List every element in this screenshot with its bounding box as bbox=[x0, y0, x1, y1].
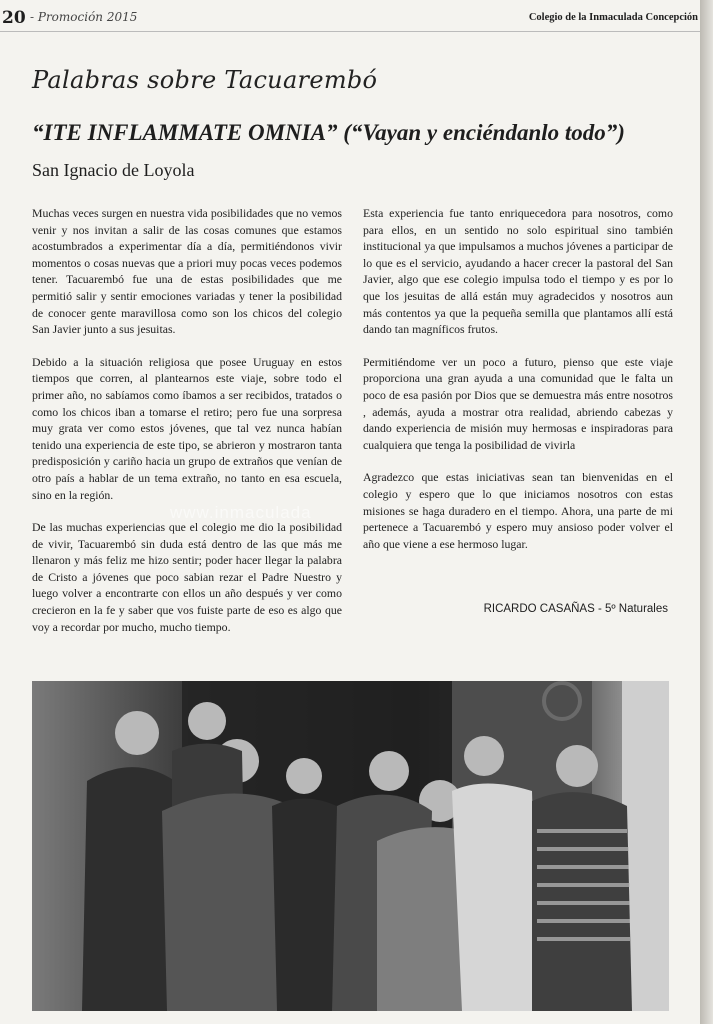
article-headline: “ITE INFLAMMATE OMNIA” (“Vayan y enciéndanlo todo”) bbox=[32, 120, 625, 145]
paragraph: Muchas veces surgen en nuestra vida posibilidades que no vemos venir y nos invitan a salir de las cosas comunes que estamos acostumbrados a experimentar día a día, permitiéndonos vivir momentos o cosas nuevas que a priori muy pocas veces podemos tener. Tacuarembó fue una de estas posibilidades que me permitió salir y sentir emociones variadas y tener la posibilidad de conocer gente maravillosa como son los chicos del colegio San Javier junto a sus jesuitas. bbox=[32, 206, 342, 337]
paragraph: Permitiéndome ver un poco a futuro, pienso que este viaje proporciona una gran ayuda a una comunidad que le falta un poco de esa pasión por Dios que se demuestra más entre nosotros , además, ayuda a mostrar otra realidad, abriendo cabezas y dando experiencia de misión muy hermosas e inspiradoras para cualquiera que tenga la posibilidad de vivirla bbox=[363, 354, 673, 452]
page-header bbox=[0, 10, 700, 30]
paragraph: Agradezco que estas iniciativas sean tan bienvenidas en el colegio y espero que lo que iniciamos nosotros con estas misiones se haga duradero en el tiempo. Ahora, una parte de mi pertenece a Tacuarembó y espero muy ansioso poder volver el año que viene a ese hermoso lugar. bbox=[363, 470, 673, 551]
text-column-right bbox=[363, 205, 673, 568]
author-signature: RICARDO CASAÑAS - 5º Naturales bbox=[483, 603, 668, 615]
school-name: Colegio de la Inmaculada Concepción bbox=[528, 12, 698, 23]
section-title: Palabras sobre Tacuarembó bbox=[32, 66, 378, 94]
page-edge-shadow bbox=[700, 0, 713, 1024]
page-number: 20 bbox=[2, 8, 26, 28]
paragraph: Debido a la situación religiosa que posee Uruguay en estos tiempos que corren, al plantearnos este viaje, sobre todo el primer año, no sabíamos como íbamos a ser recibidos, tratados o como los chicos iban a tomarse el retiro; pero fue una sorpresa muy grata ver como estos jóvenes, que tal vez nunca habían tenido una experiencia de este tipo, se abrieron y mostraron tanta predisposición y cariño hacia un grupo de extraños que venían de otro país a hablar de un tema extraño, no tanto en esa escuela, sino en la región. bbox=[32, 354, 342, 502]
header-rule bbox=[0, 31, 700, 32]
watermark: www.inmaculada bbox=[170, 503, 312, 522]
quote-attribution: San Ignacio de Loyola bbox=[32, 160, 195, 180]
group-photo-illustration bbox=[32, 681, 669, 1011]
promotion-label: - Promoción 2015 bbox=[30, 10, 138, 24]
group-photo bbox=[32, 681, 669, 1011]
paragraph: Esta experiencia fue tanto enriquecedora para nosotros, como para ellos, en un sentido no solo espiritual sino también institucional ya que impulsamos a muchos jóvenes a participar de lo que es el servicio, ayudando a hacer crecer la pastoral del San Javier, algo que ese colegio impulsa todo el tiempo y es por lo que los jesuitas de allá están muy agradecidos y nosotros aun más contentos ya que la pequeña semilla que plantamos allí está dando tan magníficos frutos. bbox=[363, 206, 673, 337]
text-column-left bbox=[32, 205, 342, 651]
paragraph: De las muchas experiencias que el colegio me dio la posibilidad de vivir, Tacuarembó sin duda está dentro de las que más me llenaron y más feliz me hizo sentir; poder hacer llegar la palabra de Cristo a jóvenes que poco sabian rezar el Padre Nuestro y luego volver a encontrarte con ellos un año después y ver como crecieron en la fe y saber que vos fuiste parte de eso es algo que voy a recordar por mucho, mucho tiempo. bbox=[32, 520, 342, 634]
